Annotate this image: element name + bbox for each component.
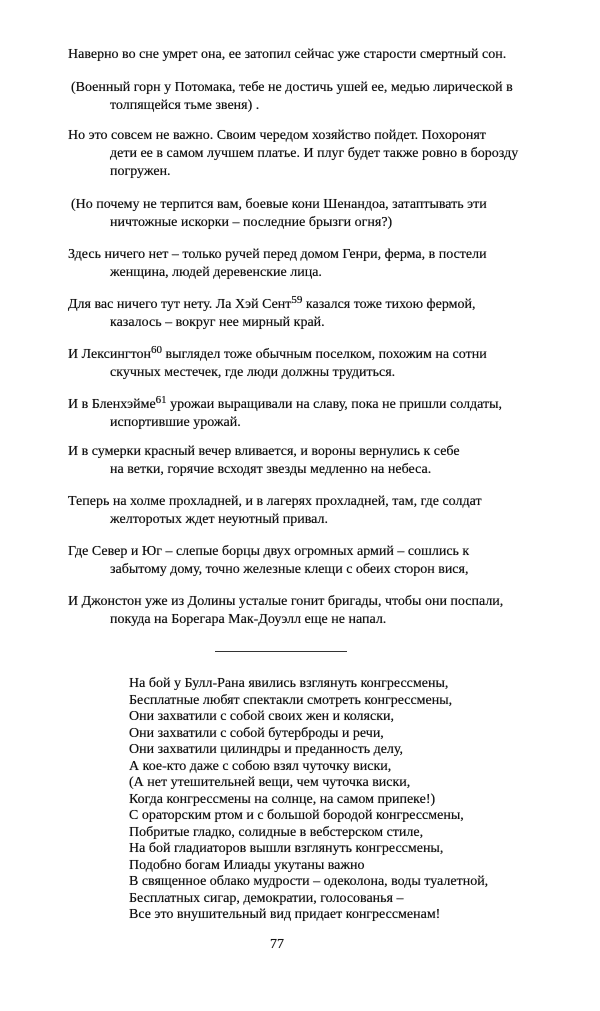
text-line (68, 414, 538, 432)
line-text: И в Бленхэйме (68, 397, 156, 412)
section-divider (215, 651, 347, 652)
text-line (68, 163, 538, 181)
page-number: 77 (270, 937, 284, 952)
poem-line: На бой у Булл-Рана явились взглянуть конгрессмены, (129, 676, 449, 691)
text-line (68, 346, 538, 364)
line-text: выглядел тоже обычным поселком, похожим на сотни (162, 347, 487, 362)
text-line (68, 145, 538, 163)
text-line (68, 396, 538, 414)
text-line (68, 493, 538, 511)
line-text: (Но почему не терпится вам, боевые кони Шенандоа, затаптывать эти (71, 197, 487, 212)
paragraph (68, 493, 538, 529)
footnote-ref: 59 (291, 294, 303, 306)
text-line (68, 264, 538, 282)
line-text: Для вас ничего тут нету. Ла Хэй Сент (68, 297, 292, 312)
line-text: И Лексингтон (68, 347, 152, 362)
poem-line: С ораторским ртом и с большой бородой конгрессмены, (129, 808, 464, 823)
paragraph (68, 79, 538, 115)
paragraph (68, 296, 538, 332)
line-text: погружен. (110, 164, 171, 179)
line-text: испортившие урожай. (110, 415, 241, 430)
line-text: скучных местечек, где люди должны трудиться. (110, 365, 396, 380)
text-line (68, 561, 538, 579)
line-text: Теперь на холме прохладней, и в лагерях прохладней, там, где солдат (68, 494, 482, 509)
line-text: желторотых ждет неуютный привал. (110, 512, 328, 527)
paragraph (68, 346, 538, 382)
poem-line: Подобно богам Илиады укутаны важно (129, 857, 365, 873)
line-text: казался тоже тихою фермой, (302, 297, 476, 312)
paragraph (68, 543, 538, 579)
text-line (68, 511, 538, 529)
poem-line: Когда конгрессмены на солнце, на самом припеке!) (129, 791, 436, 807)
text-line (68, 461, 538, 479)
text-line (68, 79, 538, 97)
text-line (68, 314, 538, 332)
line-text: Наверно во сне умрет она, ее затопил сейчас уже старости смертный сон. (68, 47, 507, 62)
line-text: И Джонстон уже из Долины усталые гонит бригады, чтобы они поспали, (68, 594, 504, 609)
text-line (68, 543, 538, 561)
text-line (68, 214, 538, 232)
line-text: забытому дому, точно железные клещи с обеих сторон вися, (110, 562, 469, 577)
footnote-ref: 61 (155, 394, 167, 406)
poem-line: Все это внушительный вид придает конгрессменам! (129, 907, 441, 922)
line-text: Где Север и Юг – слепые борцы двух огромных армий – сошлись к (68, 544, 470, 559)
line-text: Здесь ничего нет – только ручей перед домом Генри, ферма, в постели (68, 247, 487, 262)
line-text: казалось – вокруг нее мирный край. (110, 315, 325, 330)
text-line (68, 611, 538, 629)
line-text: женщина, людей деревенские лица. (110, 265, 322, 280)
paragraph (68, 46, 538, 64)
line-text: Но это совсем не важно. Своим чередом хозяйство пойдет. Похоронят (68, 128, 486, 143)
paragraph (68, 246, 538, 282)
poem-line: В священное облако мудрости – одеколона, воды туалетной, (129, 874, 489, 889)
poem-section (129, 676, 488, 924)
text-line (68, 364, 538, 382)
text-line (68, 443, 538, 461)
text-line (68, 46, 538, 64)
text-line (68, 593, 538, 611)
line-text: (Военный горн у Потомака, тебе не достичь ушей ее, медью лирической в (71, 80, 513, 95)
line-text: на ветки, горячие всходят звезды медленно на небеса. (110, 462, 432, 477)
text-line (68, 97, 538, 115)
poem-line: Они захватили с собой своих жен и коляски, (129, 709, 394, 724)
text-line (68, 296, 538, 314)
line-text: покуда на Борегара Мак-Доуэлл еще не напал. (110, 612, 387, 627)
text-line (68, 246, 538, 264)
text-line (68, 196, 538, 214)
poem-line: А кое-кто даже с собою взял чуточку виски, (129, 758, 392, 774)
poem-line: Они захватили цилиндры и преданность делу, (129, 742, 404, 757)
text-line (68, 127, 538, 145)
paragraph (68, 396, 538, 432)
poem-line: Бесплатные любят спектакли смотреть конгрессмены, (129, 692, 453, 708)
line-text: толпящейся тьме звеня) . (110, 98, 260, 113)
poem-line: Они захватили с собой бутерброды и речи, (129, 725, 384, 741)
footnote-ref: 60 (151, 344, 163, 356)
line-text: урожаи выращивали на славу, пока не пришли солдаты, (166, 397, 503, 412)
line-text: ничтожные искорки – последние брызги огня?) (110, 215, 393, 230)
poem-line: На бой гладиаторов вышли взглянуть конгрессмены, (129, 841, 444, 856)
paragraph (68, 196, 538, 232)
poem-line: Бесплатных сигар, демократии, голосованья – (129, 890, 404, 906)
line-text: дети ее в самом лучшем платье. И плуг будет также ровно в борозду (110, 146, 519, 161)
poem-line: Побритые гладко, солидные в вебстерском стиле, (129, 824, 424, 840)
paragraph (68, 127, 538, 181)
line-text: И в сумерки красный вечер вливается, и вороны вернулись к себе (68, 444, 460, 459)
paragraph (68, 593, 538, 629)
paragraph (68, 443, 538, 479)
poem-line: (А нет утешительней вещи, чем чуточка виски, (129, 775, 411, 790)
